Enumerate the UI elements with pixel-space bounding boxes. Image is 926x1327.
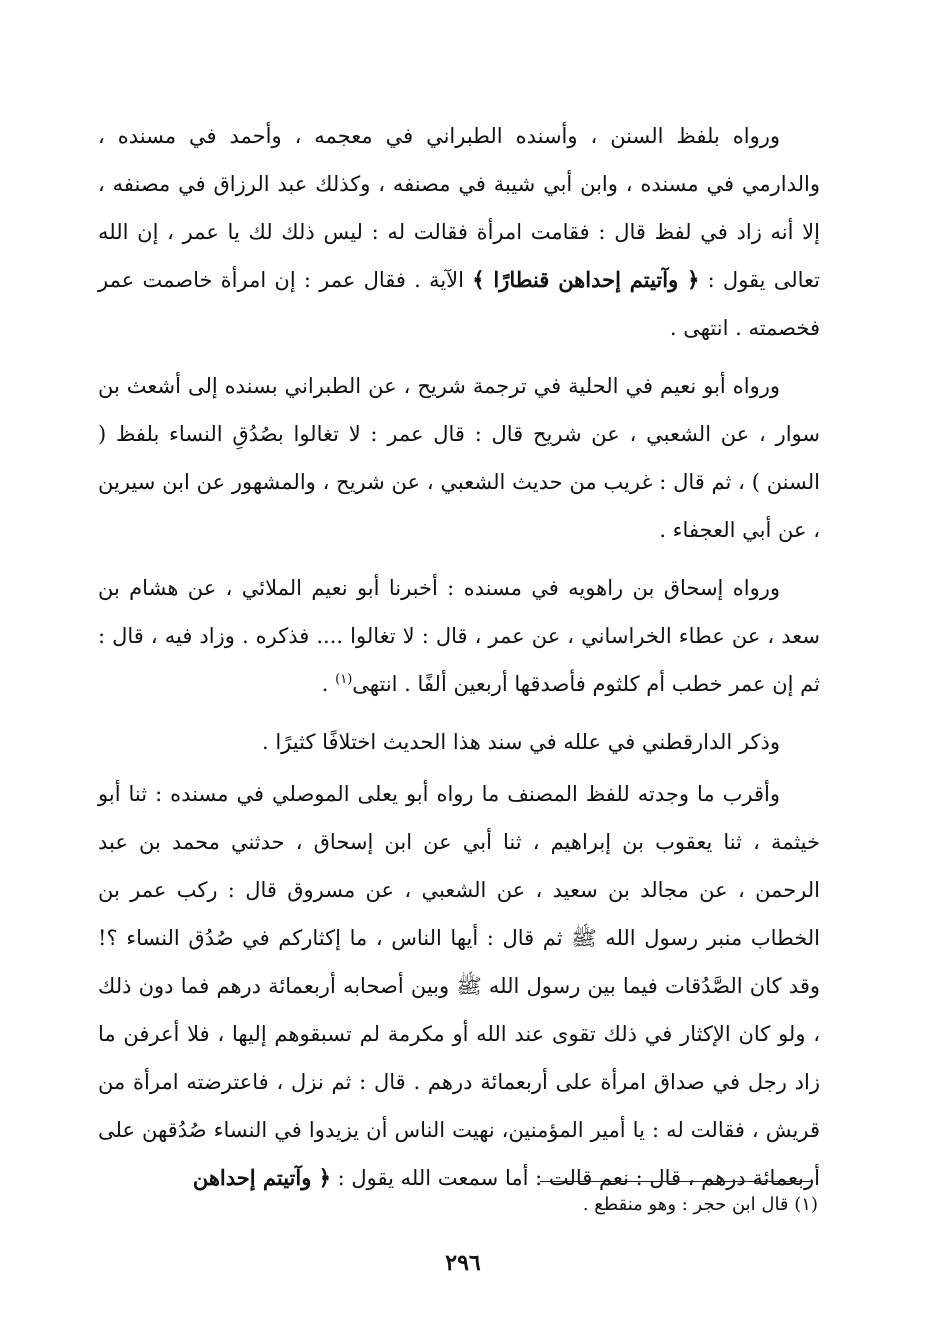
quran-quote: ﴿ وآتيتم إحداهن <box>192 1165 331 1190</box>
paragraph-text: وذكر الدارقطني في علله في سند هذا الحديث اختلافًا كثيرًا . <box>262 730 780 754</box>
paragraph-text: . <box>321 672 336 696</box>
footnote-separator <box>540 1181 811 1182</box>
paragraph-text: ورواه إسحاق بن راهويه في مسنده : أخبرنا أبو نعيم الملائي ، عن هشام بن سعد ، عن عطاء الخراساني ، عن عمر ، قال : لا تغالوا .... فذكره . وزاد فيه ، قال : ثم إن عمر خطب أم كلثوم فأصدقها أربعين ألفًا . انتهى <box>98 576 820 696</box>
paragraph <box>98 362 820 554</box>
footnote: (١) قال ابن حجر : وهو منقطع . <box>582 1194 818 1215</box>
quran-quote: ﴿ وآتيتم إحداهن قنطارًا ﴾ <box>472 267 700 292</box>
paragraph-text: ورواه أبو نعيم في الحلية في ترجمة شريح ، عن الطبراني بسنده إلى أشعث بن سوار ، عن الشعبي ، عن شريح قال : قال عمر : لا تغالوا بصُدُقِ النساء بلفظ ( السنن ) ، ثم قال : غريب من حديث الشعبي ، عن شريح ، والمشهور عن ابن سيرين ، عن أبي العجفاء . <box>98 374 820 542</box>
main-text <box>98 112 820 1212</box>
paragraph <box>98 564 820 708</box>
page-number: ٢٩٦ <box>445 1250 481 1276</box>
paragraph-text: الآية . فقال عمر : إن امرأة خاصمت عمر فخصمته . انتهى . <box>98 268 820 340</box>
paragraph <box>98 770 820 1202</box>
paragraph <box>98 112 820 352</box>
paragraph-text: ورواه بلفظ السنن ، وأسنده الطبراني في معجمه ، وأحمد في مسنده ، والدارمي في مسنده ، وابن أبي شيبة في مصنفه ، وكذلك عبد الرزاق في مصنفه ، إلا أنه زاد في لفظ قال : فقامت امرأة فقالت له : ليس ذلك لك يا عمر ، إن الله تعالى يقول : <box>98 124 821 292</box>
paragraph <box>98 718 820 766</box>
footnote-marker: (١) <box>335 672 353 687</box>
paragraph-text: وأقرب ما وجدته للفظ المصنف ما رواه أبو يعلى الموصلي في مسنده : ثنا أبو خيثمة ، ثنا يعقوب بن إبراهيم ، ثنا أبي عن ابن إسحاق ، حدثني محمد بن عبد الرحمن ، عن مجالد بن سعيد ، عن الشعبي ، عن مسروق قال : ركب عمر بن الخطاب منبر رسول الله ﷺ ثم قال : أيها الناس ، ما إكثاركم في صُدُق النساء ؟! وقد كان الصَّدُقات فيما بين رسول الله ﷺ وبين أصحابه أربعمائة درهم فما دون ذلك ، ولو كان الإكثار في ذلك تقوى عند الله أو مكرمة لم تسبقوهم إليها ، فلا أعرفن ما زاد رجل في صداق امرأة على أربعمائة درهم . قال : ثم نزل ، فاعترضته امرأة من قريش ، فقالت له : يا أمير المؤمنين، نهيت الناس أن يزيدوا في النساء صُدُقهن على أربعمائة درهم ، قال : نعم قالت : أما سمعت الله يقول : <box>98 782 820 1190</box>
